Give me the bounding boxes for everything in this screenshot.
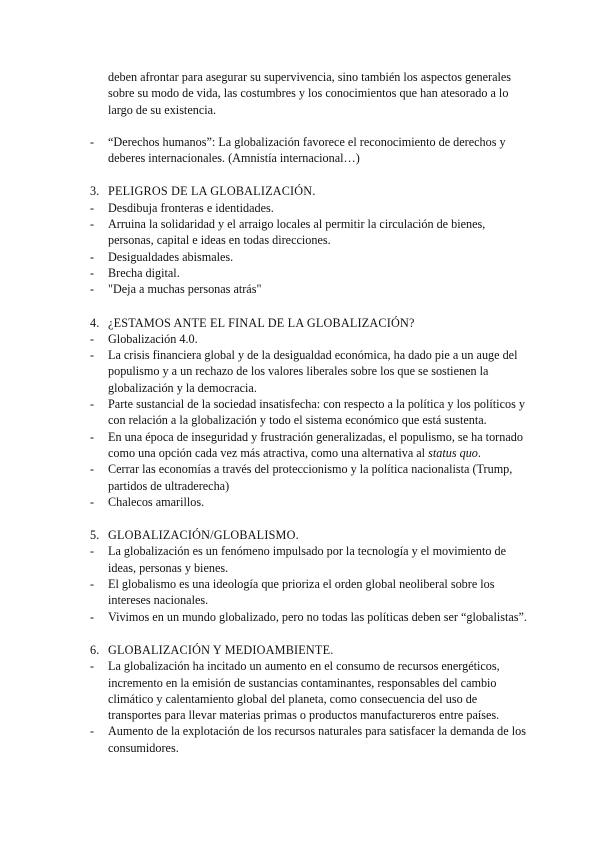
list-item-text: La globalización es un fenómeno impulsado por la tecnología y el movimiento de ideas, personas y bienes.	[108, 544, 507, 575]
list-item	[90, 723, 530, 756]
list-item-text: Vivimos en un mundo globalizado, pero no todas las políticas deben ser “globalistas”.	[108, 609, 527, 624]
section-title: GLOBALIZACIÓN Y MEDIOAMBIENTE.	[108, 642, 334, 657]
list-item	[90, 331, 530, 347]
list-item-text: Brecha digital.	[108, 265, 180, 280]
section-heading-6	[90, 642, 530, 658]
list-item-text: Aumento de la explotación de los recursos naturales para satisfacer la demanda de los consumidores.	[108, 724, 526, 755]
section-number: 3.	[90, 184, 100, 199]
list-item	[90, 494, 530, 510]
list-item	[90, 609, 530, 625]
list-item-text: “Derechos humanos”: La globalización favorece el reconocimiento de derechos y deberes internacionales. (Amnistía internacional…)	[108, 134, 506, 166]
dash-bullet: -	[90, 544, 95, 559]
list-item	[90, 200, 530, 216]
dash-bullet: -	[90, 462, 95, 477]
list-item-text: Chalecos amarillos.	[108, 494, 205, 509]
section-number: 5.	[90, 528, 100, 543]
list-item-text: "Deja a muchas personas atrás"	[108, 282, 262, 297]
dash-bullet: -	[90, 282, 95, 297]
list-item-text: La crisis financiera global y de la desigualdad económica, ha dado pie a un auge del populismo y a un rechazo de los valores liberales sobre los que se sostienen la globalización y la democracia.	[108, 348, 518, 395]
dash-bullet: -	[90, 609, 95, 624]
list-item	[90, 658, 530, 723]
dash-bullet: -	[90, 134, 95, 149]
section-heading-3	[90, 183, 530, 199]
dash-bullet: -	[90, 265, 95, 280]
list-item	[90, 249, 530, 265]
list-item	[90, 461, 530, 494]
dash-bullet: -	[90, 249, 95, 264]
section-title: GLOBALIZACIÓN/GLOBALISMO.	[108, 528, 299, 543]
list-item	[90, 281, 530, 297]
list-item	[90, 347, 530, 396]
list-item	[90, 265, 530, 281]
dash-bullet: -	[90, 724, 95, 739]
section-number: 4.	[90, 315, 100, 330]
dash-bullet: -	[90, 200, 95, 215]
dash-bullet: -	[90, 397, 95, 412]
dash-bullet: -	[90, 331, 95, 346]
status-quo-italic: status quo	[428, 445, 478, 460]
list-item	[90, 429, 530, 462]
list-item-text: Cerrar las economías a través del proteccionismo y la política nacionalista (Trump, partidos de ultraderecha)	[108, 462, 513, 493]
dash-bullet: -	[90, 429, 95, 444]
list-item	[90, 576, 530, 609]
list-item-text: Desigualdades abismales.	[108, 249, 234, 264]
list-item-text: Globalización 4.0.	[108, 331, 198, 346]
dash-bullet: -	[90, 348, 95, 363]
section-heading-5	[90, 527, 530, 543]
list-item-text-after: .	[477, 445, 481, 460]
section-title: PELIGROS DE LA GLOBALIZACIÓN.	[108, 184, 316, 199]
list-item-text: Arruina la solidaridad y el arraigo locales al permitir la circulación de bienes, personas, capital e ideas en todas direcciones.	[108, 217, 486, 248]
list-item	[90, 216, 530, 249]
list-item	[90, 134, 530, 167]
dash-bullet: -	[90, 577, 95, 592]
list-item-text: Parte sustancial de la sociedad insatisfecha: con respecto a la política y los políticos y con relación a la globalización y todo el sistema económico que está sustenta.	[108, 397, 525, 428]
document-body	[90, 69, 530, 756]
dash-bullet: -	[90, 659, 95, 674]
dash-bullet: -	[90, 217, 95, 232]
list-item-text	[108, 430, 523, 460]
list-item-text: Desdibuja fronteras e identidades.	[108, 200, 274, 215]
list-item-text: La globalización ha incitado un aumento en el consumo de recursos energéticos, incremento en la emisión de sustancias contaminantes, responsables del cambio climático y calentamiento global del planeta, como consecuencia del uso de transportes para llevar materias primas o productos manufactureros entre países.	[108, 659, 500, 723]
section-title: ¿ESTAMOS ANTE EL FINAL DE LA GLOBALIZACIÓN?	[108, 315, 415, 330]
list-item	[90, 396, 530, 429]
list-item	[90, 543, 530, 576]
list-item-text-before: En una época de inseguridad y frustración generalizadas, el populismo, se ha tornado como una opción cada vez más atractiva, como una alternativa al	[108, 429, 523, 460]
section-heading-4	[90, 315, 530, 331]
list-item-text: El globalismo es una ideología que prioriza el orden global neoliberal sobre los intereses nacionales.	[108, 577, 495, 608]
section-number: 6.	[90, 642, 100, 657]
intro-paragraph: deben afrontar para asegurar su supervivencia, sino también los aspectos generales sobre su modo de vida, las costumbres y los conocimientos que han atesorado a lo largo de su existencia.	[108, 70, 512, 117]
dash-bullet: -	[90, 494, 95, 509]
